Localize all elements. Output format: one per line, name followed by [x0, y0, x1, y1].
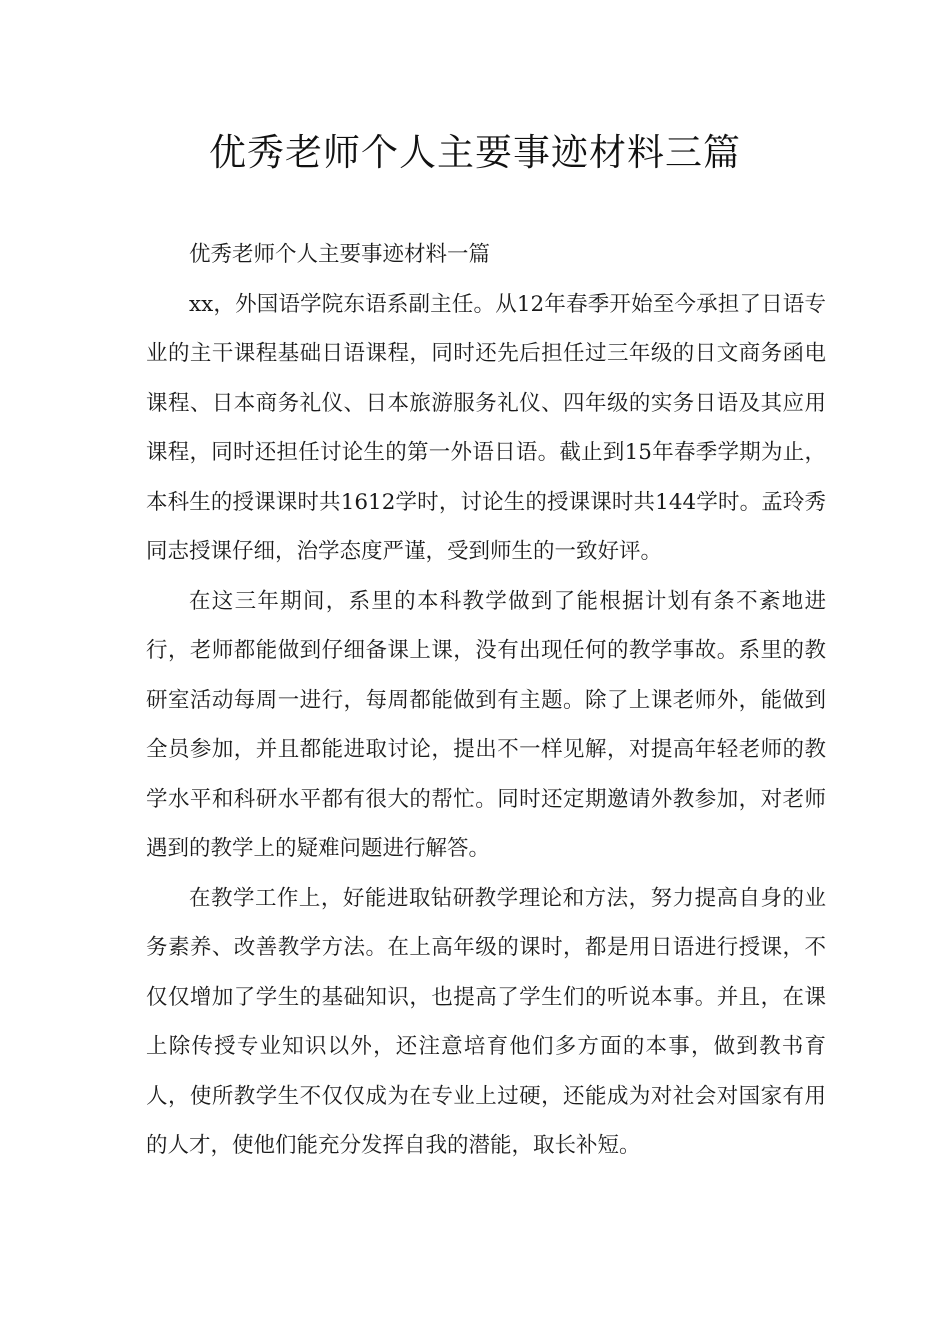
section-heading: 优秀老师个人主要事迹材料一篇 [189, 242, 491, 267]
paragraph-3: 在教学工作上，好能进取钻研教学理论和方法，努力提高自身的业务素养、改善教学方法。在上高年级的课时，都是用日语进行授课，不仅仅增加了学生的基础知识，也提高了学生们的听说本事。并且，在课上除传授专业知识以外，还注意培育他们多方面的本事，做到教书育人，使所教学生不仅仅成为在专业上过硬，还能成为对社会对国家有用的人才，使他们能充分发挥自我的潜能，取长补短。 [146, 885, 826, 1158]
document-body [146, 230, 826, 1171]
paragraph-2: 在这三年期间，系里的本科教学做到了能根据计划有条不紊地进行，老师都能做到仔细备课上课，没有出现任何的教学事故。系里的教研室活动每周一进行，每周都能做到有主题。除了上课老师外，能做到全员参加，并且都能进取讨论，提出不一样见解，对提高年轻老师的教学水平和科研水平都有很大的帮忙。同时还定期邀请外教参加，对老师遇到的教学上的疑难问题进行解答。 [146, 588, 826, 861]
paragraph-1: xx，外国语学院东语系副主任。从12年春季开始至今承担了日语专业的主干课程基础日语课程，同时还先后担任过三年级的日文商务函电课程、日本商务礼仪、日本旅游服务礼仪、四年级的实务日语及其应用课程，同时还担任讨论生的第一外语日语。截止到15年春季学期为止，本科生的授课课时共1612学时，讨论生的授课课时共144学时。孟玲秀同志授课仔细，治学态度严谨，受到师生的一致好评。 [146, 291, 826, 564]
document-title: 优秀老师个人主要事迹材料三篇 [209, 131, 741, 174]
